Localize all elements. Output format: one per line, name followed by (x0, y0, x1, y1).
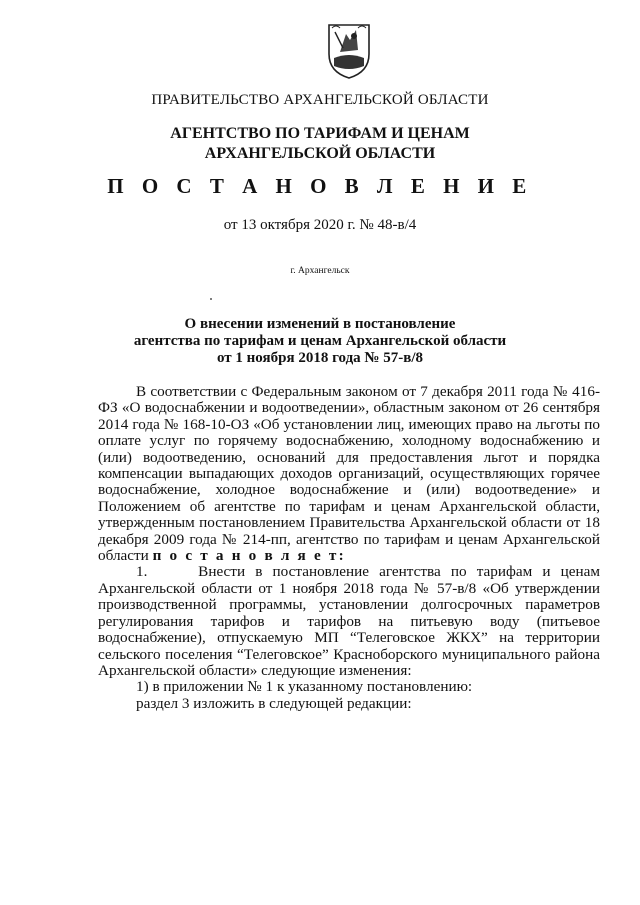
preamble-paragraph (98, 384, 600, 564)
item-1-paragraph: 1. Внести в постановление агентства по тарифам и ценам Архангельской области от 1 ноября 2018 года № 57-в/8 «Об утверждении производственной программы, установлении долгосрочных параметров регулирования тарифов и тарифов на питьевую воду (питьевое водоснабжение), отпускаемую МП “Телеговское ЖКХ” на территории сельского поселения “Телеговское” Красноборского муниципального района Архангельской области» следующие изменения: (98, 563, 600, 679)
subject-line1: О внесении изменений в постановление (184, 316, 456, 332)
preamble-text: В соответствии с Федеральным законом от 7 декабря 2011 года № 416-ФЗ «О водоснабжении и водоотведении», областным законом от 26 сентября 2014 года № 168-10-ОЗ «Об установлении лиц, имеющих право на льготы по оплате услуг по горячему водоснабжению, холодному водоснабжению и (или) водоотведению, оснований для предоставления льгот и порядка компенсации выпадающих доходов организаций, осуществляющих горячее водоснабжение, холодное водоснабжение и (или) водоотведение» и Положением об агентстве по тарифам и ценам Архангельской области, утвержденным постановлением Правительства Архангельской области от 18 декабря 2009 года № 214-пп, агентство по тарифам и ценам Архангельской области (98, 383, 600, 565)
agency-title-line2: АРХАНГЕЛЬСКОЙ ОБЛАСТИ (204, 145, 436, 162)
agency-title-line1: АГЕНТСТВО ПО ТАРИФАМ И ЦЕНАМ (170, 125, 470, 142)
document-type-title: П О С Т А Н О В Л Е Н И Е (107, 174, 533, 198)
document-date-number: от 13 октября 2020 г. № 48-в/4 (223, 217, 417, 233)
decides-word: п о с т а н о в л я е т: (152, 547, 346, 565)
page-speck (210, 298, 212, 300)
agency-title (0, 124, 640, 164)
document-subject (0, 316, 640, 367)
government-title: ПРАВИТЕЛЬСТВО АРХАНГЕЛЬСКОЙ ОБЛАСТИ (151, 92, 489, 108)
document-city: г. Архангельск (290, 266, 350, 276)
document-body (98, 384, 600, 712)
subitem-1-paragraph: 1) в приложении № 1 к указанному постановлению: (136, 678, 473, 696)
section-3-paragraph: раздел 3 изложить в следующей редакции: (136, 694, 412, 712)
subject-line2: агентства по тарифам и ценам Архангельской области (133, 333, 507, 349)
coat-of-arms-emblem (326, 22, 372, 80)
subject-line3: от 1 ноября 2018 года № 57-в/8 (216, 350, 424, 366)
